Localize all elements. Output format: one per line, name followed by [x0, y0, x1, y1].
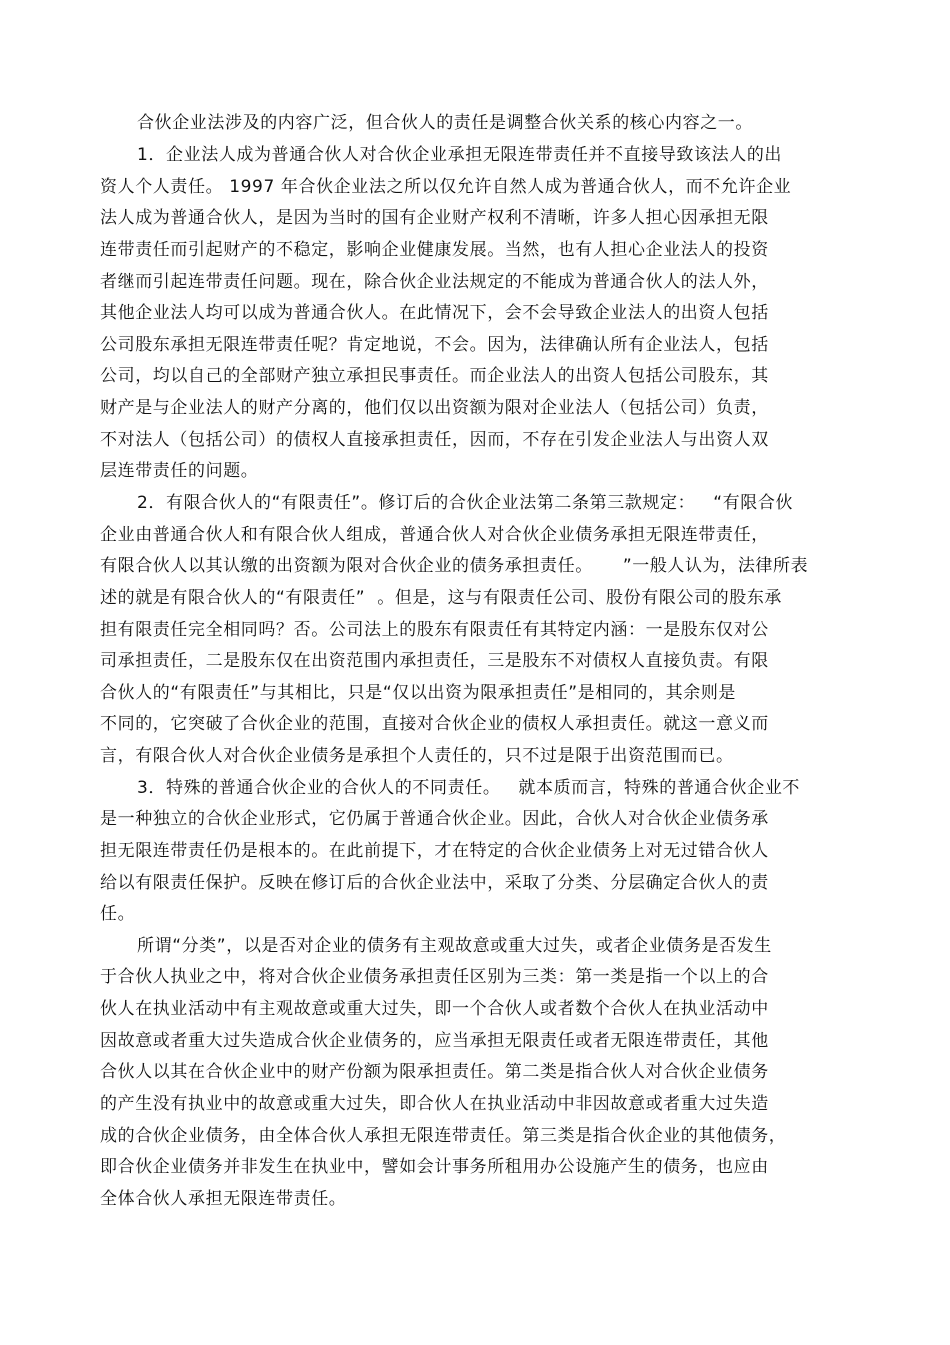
text-line: 合伙人以其在合伙企业中的财产份额为限承担责任。第二类是指合伙人对合伙企业债务	[100, 1062, 769, 1082]
text-line: 给以有限责任保护。反映在修订后的合伙企业法中，采取了分类、分层确定合伙人的责	[100, 873, 769, 893]
text-line: 全体合伙人承担无限连带责任。	[100, 1189, 347, 1209]
text-line: 企业由普通合伙人和有限合伙人组成，普通合伙人对合伙企业债务承担无限连带责任，	[100, 525, 769, 545]
text-line: 担无限连带责任仍是根本的。在此前提下，才在特定的合伙企业债务上对无过错合伙人	[100, 841, 769, 861]
text-line: 3．特殊的普通合伙企业的合伙人的不同责任。 就本质而言，特殊的普通合伙企业不	[137, 778, 801, 798]
text-line: 其他企业法人均可以成为普通合伙人。在此情况下，会不会导致企业法人的出资人包括	[100, 303, 769, 323]
text-line: 于合伙人执业之中，将对合伙企业债务承担责任区别为三类：第一类是指一个以上的合	[100, 967, 769, 987]
text-line: 述的就是有限合伙人的“有限责任” 。但是，这与有限责任公司、股份有限公司的股东承	[100, 588, 783, 608]
text-line: 2．有限合伙人的“有限责任”。修订后的合伙企业法第二条第三款规定： “有限合伙	[137, 493, 794, 513]
text-line: 有限合伙人以其认缴的出资额为限对合伙企业的债务承担责任。 ”一般人认为，法律所表	[100, 556, 809, 576]
text-line: 连带责任而引起财产的不稳定，影响企业健康发展。当然，也有人担心企业法人的投资	[100, 240, 769, 260]
text-line: 公司股东承担无限连带责任呢？肯定地说，不会。因为，法律确认所有企业法人，包括	[100, 335, 769, 355]
text-line: 即合伙企业债务并非发生在执业中，譬如会计事务所租用办公设施产生的债务，也应由	[100, 1157, 769, 1177]
text-line: 成的合伙企业债务，由全体合伙人承担无限连带责任。第三类是指合伙企业的其他债务，	[100, 1126, 787, 1146]
text-line: 层连带责任的问题。	[100, 461, 259, 481]
text-line: 合伙企业法涉及的内容广泛，但合伙人的责任是调整合伙关系的核心内容之一。	[137, 113, 753, 133]
text-line: 担有限责任完全相同吗？否。公司法上的股东有限责任有其特定内涵：一是股东仅对公	[100, 620, 769, 640]
text-line: 不同的，它突破了合伙企业的范围，直接对合伙企业的债权人承担责任。就这一意义而	[100, 714, 769, 734]
text-line: 者继而引起连带责任问题。现在，除合伙企业法规定的不能成为普通合伙人的法人外，	[100, 272, 769, 292]
text-line: 言，有限合伙人对合伙企业债务是承担个人责任的，只不过是限于出资范围而已。	[100, 746, 734, 766]
text-line: 任。	[100, 904, 136, 924]
text-line: 伙人在执业活动中有主观故意或重大过失，即一个合伙人或者数个合伙人在执业活动中	[100, 999, 769, 1019]
text-line: 的产生没有执业中的故意或重大过失，即合伙人在执业活动中非因故意或者重大过失造	[100, 1094, 769, 1114]
text-line: 因故意或者重大过失造成合伙企业债务的，应当承担无限责任或者无限连带责任，其他	[100, 1031, 769, 1051]
text-line: 1．企业法人成为普通合伙人对合伙企业承担无限连带责任并不直接导致该法人的出	[137, 145, 783, 165]
text-line: 是一种独立的合伙企业形式，它仍属于普通合伙企业。因此，合伙人对合伙企业债务承	[100, 809, 769, 829]
text-line: 财产是与企业法人的财产分离的，他们仅以出资额为限对企业法人（包括公司）负责，	[100, 398, 769, 418]
text-line: 合伙人的“有限责任”与其相比，只是“仅以出资为限承担责任”是相同的，其余则是	[100, 683, 737, 703]
text-line: 不对法人（包括公司）的债权人直接承担责任，因而，不存在引发企业法人与出资人双	[100, 430, 769, 450]
text-line: 所谓“分类”，以是否对企业的债务有主观故意或重大过失，或者企业债务是否发生	[137, 936, 772, 956]
text-line: 法人成为普通合伙人，是因为当时的国有企业财产权利不清晰，许多人担心因承担无限	[100, 208, 769, 228]
text-line: 资人个人责任。 1997 年合伙企业法之所以仅允许自然人成为普通合伙人，而不允许企业	[100, 177, 792, 197]
text-line: 司承担责任，二是股东仅在出资范围内承担责任，三是股东不对债权人直接负责。有限	[100, 651, 769, 671]
text-line: 公司，均以自己的全部财产独立承担民事责任。而企业法人的出资人包括公司股东，其	[100, 366, 769, 386]
